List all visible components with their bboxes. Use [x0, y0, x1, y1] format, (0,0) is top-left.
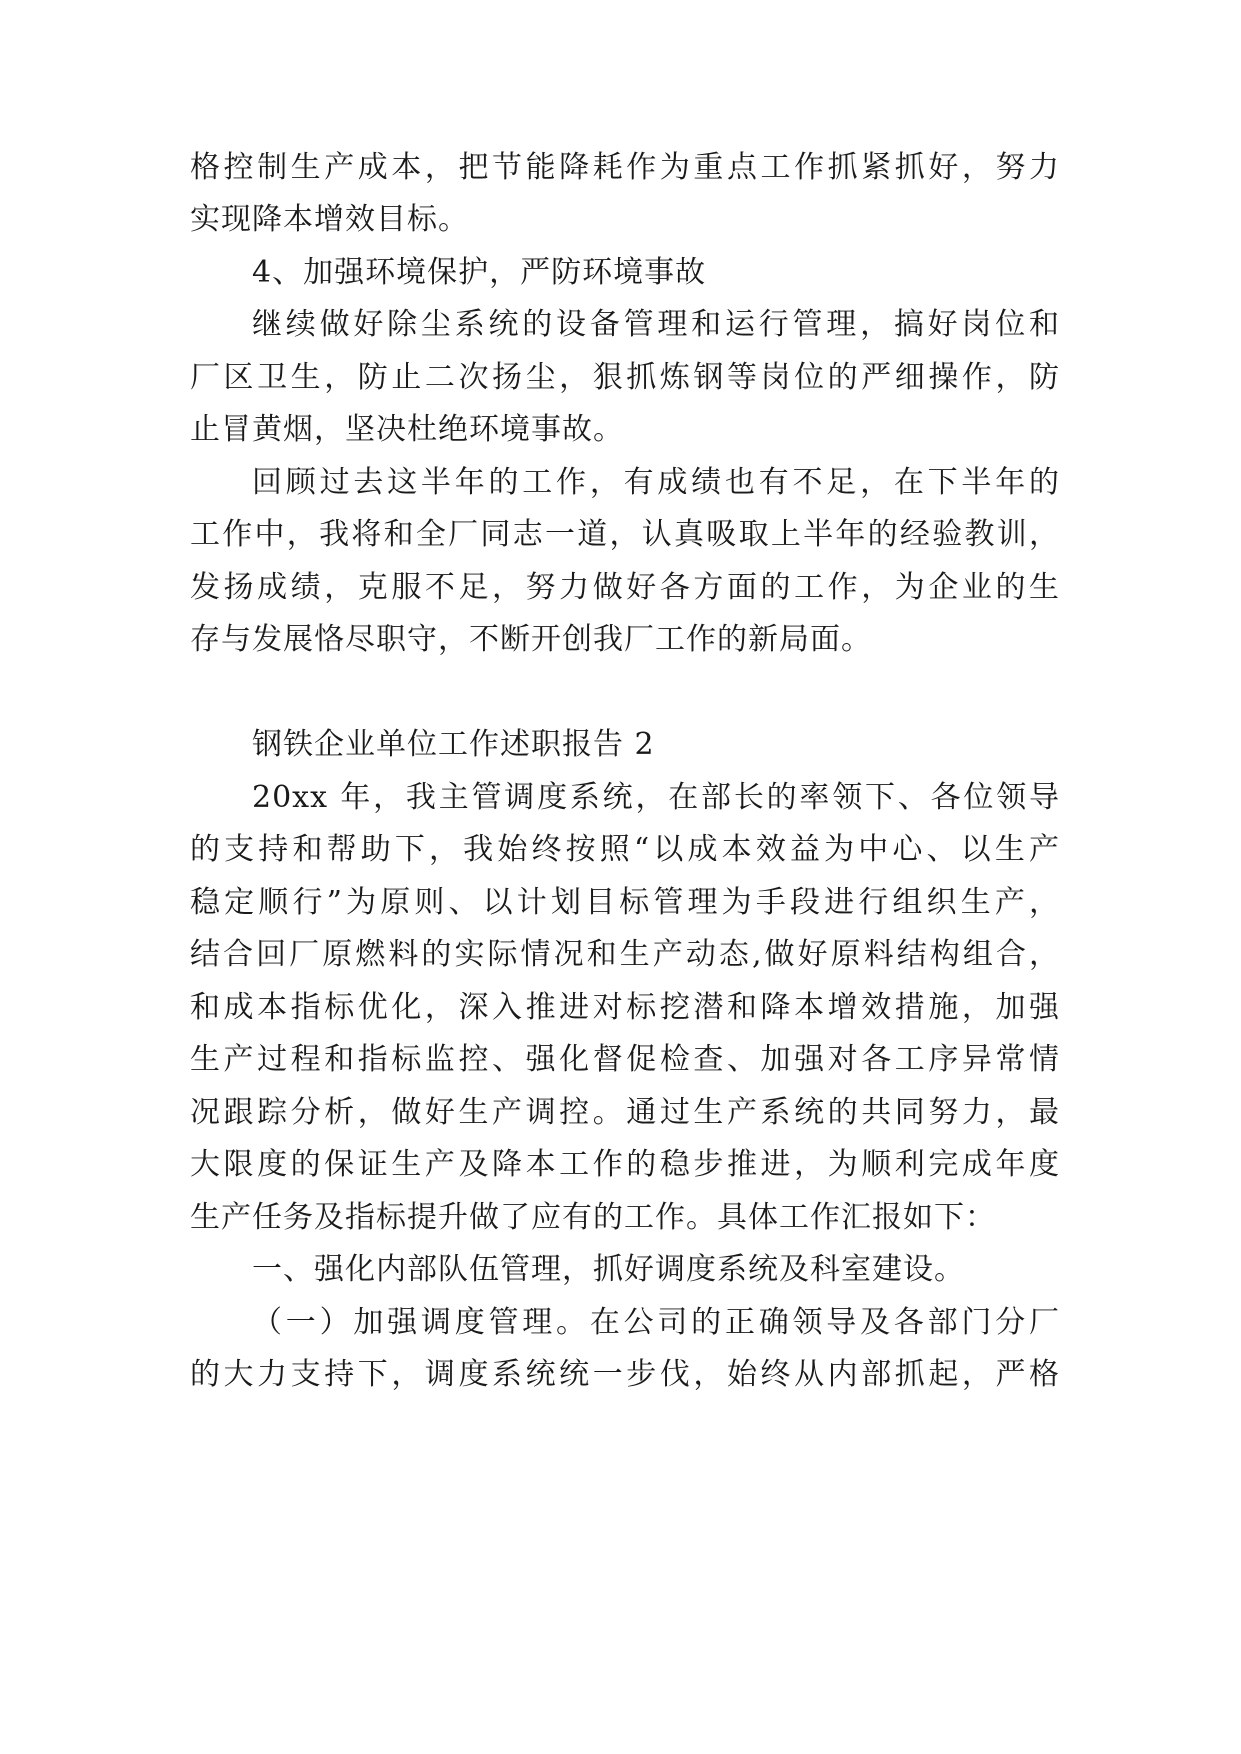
- body-line: 继续做好除尘系统的设备管理和运行管理，搞好岗位和: [252, 307, 1060, 342]
- body-line: 格控制生产成本，把节能降耗作为重点工作抓紧抓好，努力: [190, 150, 1060, 185]
- section-heading: 一、强化内部队伍管理，抓好调度系统及科室建设。: [252, 1252, 965, 1287]
- body-line: 20xx 年，我主管调度系统，在部长的率领下、各位领导: [252, 780, 1060, 815]
- body-line: 生产任务及指标提升做了应有的工作。具体工作汇报如下：: [190, 1200, 996, 1235]
- body-line: 发扬成绩，克服不足，努力做好各方面的工作，为企业的生: [190, 570, 1060, 605]
- body-line: 和成本指标优化，深入推进对标挖潜和降本增效措施，加强: [190, 990, 1060, 1025]
- body-line: 稳定顺行”为原则、以计划目标管理为手段进行组织生产，: [190, 885, 1060, 920]
- body-line: 况跟踪分析，做好生产调控。通过生产系统的共同努力，最: [190, 1095, 1060, 1130]
- body-line: 实现降本增效目标。: [190, 202, 469, 237]
- report-title: 钢铁企业单位工作述职报告 2: [252, 727, 655, 762]
- body-line: 的支持和帮助下，我始终按照“以成本效益为中心、以生产: [190, 832, 1060, 867]
- body-line: 工作中，我将和全厂同志一道，认真吸取上半年的经验教训，: [190, 517, 1060, 552]
- body-line: 止冒黄烟，坚决杜绝环境事故。: [190, 412, 624, 447]
- body-line: 回顾过去这半年的工作，有成绩也有不足，在下半年的: [252, 465, 1060, 500]
- body-line: 存与发展恪尽职守，不断开创我厂工作的新局面。: [190, 622, 872, 657]
- body-line: 的大力支持下，调度系统统一步伐，始终从内部抓起，严格: [190, 1357, 1060, 1392]
- body-line: 厂区卫生，防止二次扬尘，狠抓炼钢等岗位的严细操作，防: [190, 360, 1060, 395]
- section-heading: 4、加强环境保护，严防环境事故: [252, 255, 707, 290]
- subsection-heading: （一）加强调度管理。在公司的正确领导及各部门分厂: [252, 1305, 1060, 1340]
- body-line: 大限度的保证生产及降本工作的稳步推进，为顺利完成年度: [190, 1147, 1060, 1182]
- body-line: 结合回厂原燃料的实际情况和生产动态,做好原料结构组合，: [190, 937, 1060, 972]
- body-line: 生产过程和指标监控、强化督促检查、加强对各工序异常情: [190, 1042, 1060, 1077]
